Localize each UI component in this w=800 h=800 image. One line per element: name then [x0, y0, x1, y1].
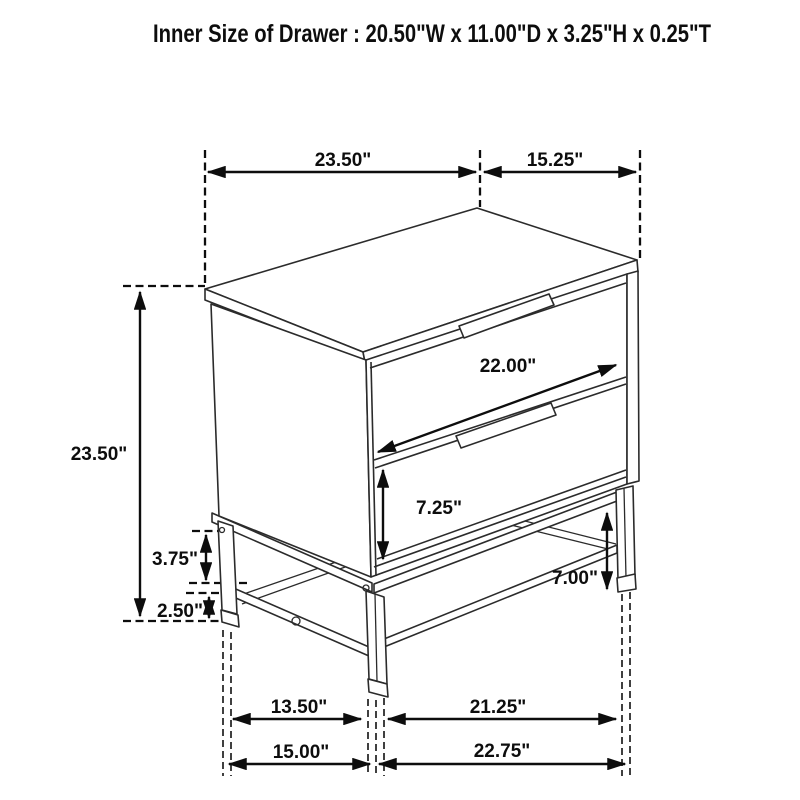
dim-frame-upper-gap [152, 535, 206, 580]
dim-leg-height [552, 513, 607, 589]
dim-base-outer-width [379, 741, 625, 764]
dim-label: 15.00" [272, 742, 330, 763]
dim-top-depth [208, 150, 476, 172]
dim-label: 3.75" [152, 549, 198, 570]
leg-front [366, 591, 388, 697]
dim-label: 7.25" [416, 498, 462, 519]
dim-base-outer-depth [229, 742, 370, 764]
dim-label: 22.75" [473, 741, 531, 762]
base-stretcher-left [222, 583, 369, 656]
cabinet [205, 208, 639, 577]
dim-label: 15.25" [526, 150, 584, 171]
dim-base-inner-depth [233, 697, 361, 719]
cabinet-right-edge [627, 271, 639, 484]
leg-right [616, 486, 636, 592]
dim-base-inner-width [388, 697, 616, 719]
drawing-title: Inner Size of Drawer : 20.50"W x 11.00"D x 3.25"H x 0.25"T [153, 20, 711, 48]
dim-label: 7.00" [552, 568, 598, 589]
dim-label: 23.50" [70, 444, 128, 465]
dim-label: 21.25" [469, 697, 527, 718]
dim-label: 13.50" [270, 697, 328, 718]
leg-back-left [218, 521, 239, 627]
dim-label: 23.50" [314, 150, 372, 171]
dim-label: 2.50" [157, 601, 203, 622]
dim-label: 22.00" [479, 356, 537, 377]
dim-top-width [484, 150, 636, 172]
dim-frame-lower-gap [157, 597, 209, 622]
dim-overall-height [71, 292, 140, 616]
